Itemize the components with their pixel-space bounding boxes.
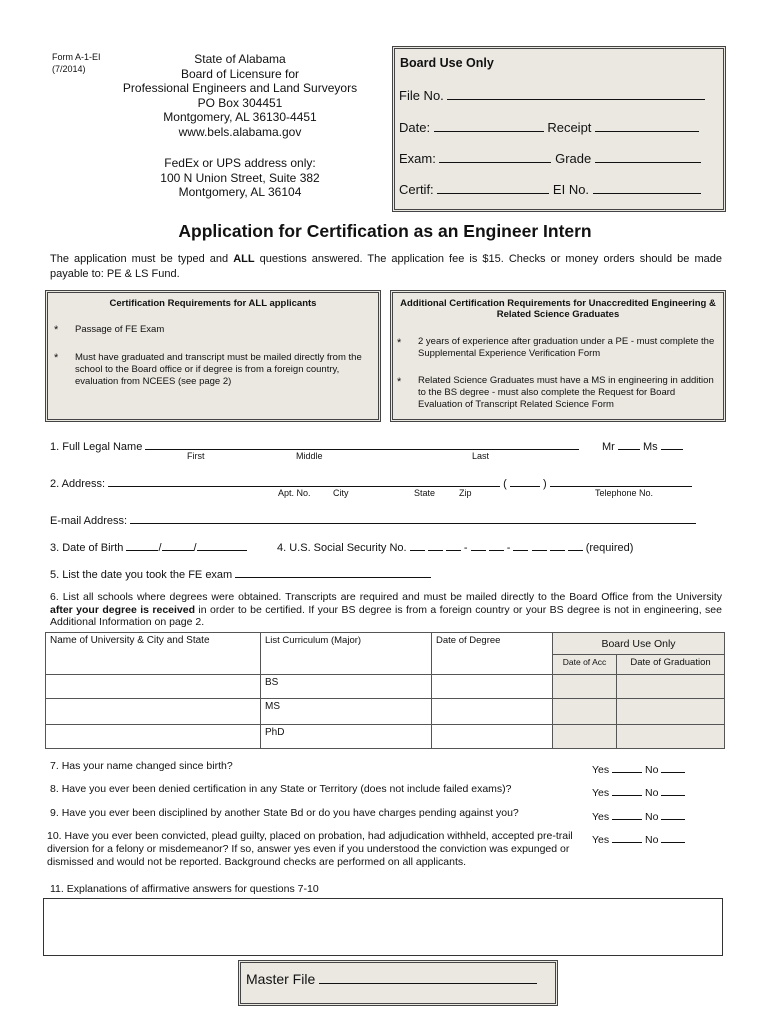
no-label: No <box>644 834 659 846</box>
ssn-required: (required) <box>585 542 634 554</box>
ms-field[interactable] <box>661 437 683 450</box>
req-all-item: Passage of FE Exam <box>75 324 165 335</box>
yes-label: Yes <box>592 811 610 823</box>
zip-label: Zip <box>459 488 472 498</box>
no-field[interactable] <box>661 760 685 773</box>
form-id: Form A-1-EI <box>52 52 101 62</box>
no-label: No <box>644 811 659 823</box>
ssn-digit-field[interactable] <box>471 538 486 551</box>
grade-label: Grade <box>555 151 592 166</box>
question-num: 9. <box>50 807 59 819</box>
address-line: Board of Licensure for <box>180 66 300 81</box>
yes-label: Yes <box>592 834 610 846</box>
yes-no-7 <box>592 760 685 777</box>
dob-slash: / <box>193 542 197 554</box>
dob-label: 3. Date of Birth <box>50 542 124 554</box>
board-use-title: Board Use Only <box>400 56 494 70</box>
req-all-box <box>45 290 381 422</box>
date-row <box>399 119 699 135</box>
ei-no-label: EI No. <box>552 182 590 197</box>
no-label: No <box>644 764 659 776</box>
master-file-field[interactable] <box>319 969 537 984</box>
telephone-field[interactable] <box>550 474 692 487</box>
question-text: Has your name changed since birth? <box>61 760 233 772</box>
ssn-digit-field[interactable] <box>489 538 504 551</box>
ssn-row <box>277 538 633 554</box>
yes-label: Yes <box>592 787 610 799</box>
name-label: 1. Full Legal Name <box>50 441 143 453</box>
address-line: PO Box 304451 <box>197 95 283 110</box>
date-acc-cell <box>553 725 617 749</box>
question-text: Have you ever been convicted, plead guilty, placed on probation, had adjudication withheld, accepted pre-trail diversion for a felony or misdemeanor? If so, answer yes even if you understood the conviction was expunged or dismissed and would not be reported. Background checks are performed on all applicants. <box>47 830 573 868</box>
col-curriculum: List Curriculum (Major) <box>261 633 432 675</box>
yes-field[interactable] <box>612 830 642 843</box>
bullet: * <box>397 376 402 388</box>
no-field[interactable] <box>661 807 685 820</box>
receipt-label: Receipt <box>547 120 592 135</box>
ssn-digit-field[interactable] <box>446 538 461 551</box>
address-label: 2. Address: <box>50 478 106 490</box>
first-label: First <box>187 451 205 461</box>
master-file-label: Master File <box>246 971 316 987</box>
ssn-digit-field[interactable] <box>428 538 443 551</box>
middle-label: Middle <box>296 451 323 461</box>
col-university: Name of University & City and State <box>46 633 261 675</box>
question-num: 8. <box>50 783 59 795</box>
question-text: Have you ever been disciplined by another State Bd or do you have charges pending against you? <box>61 807 519 819</box>
telephone-label: Telephone No. <box>595 488 654 498</box>
explanations-box[interactable] <box>43 898 723 956</box>
col-date-graduation: Date of Graduation <box>617 655 725 675</box>
req-additional-title: Additional Certification Requirements for Unaccredited Engineering & Related Science Graduates <box>400 298 716 320</box>
bullet: * <box>397 337 402 349</box>
address-line: Professional Engineers and Land Surveyors <box>122 81 358 95</box>
question-9 <box>50 807 580 820</box>
schools-table <box>45 632 725 749</box>
paren-close: ) <box>542 478 547 490</box>
ssn-digit-field[interactable] <box>410 538 425 551</box>
certif-label: Certif: <box>399 182 434 197</box>
apt-label: Apt. No. <box>278 488 311 498</box>
university-cell[interactable] <box>46 699 261 725</box>
table-row <box>46 725 725 749</box>
file-no-field[interactable] <box>447 87 705 100</box>
ei-no-field[interactable] <box>593 181 701 194</box>
dob-slash: / <box>158 542 162 554</box>
certif-field[interactable] <box>437 181 549 194</box>
board-address <box>110 52 370 139</box>
q6-part2: in order to be certified. If your BS degree is from a foreign country or your BS degree is not in engineering, see Additional Information on page 2. <box>50 603 722 628</box>
yes-no-10 <box>592 830 685 847</box>
receipt-field[interactable] <box>595 119 699 132</box>
email-field[interactable] <box>130 511 696 524</box>
mr-label: Mr <box>602 441 615 453</box>
no-field[interactable] <box>661 830 685 843</box>
area-code-field[interactable] <box>510 474 540 487</box>
question-text: Have you ever been denied certification in any State or Territory (does not include failed exams)? <box>61 783 512 795</box>
paren-open: ( <box>503 478 507 490</box>
fe-date-field[interactable] <box>235 565 431 578</box>
req-additional-item: Related Science Graduates must have a MS in engineering in addition to the BS degree - must also complete the Request for Board Evaluation of Transcript Related Science Form <box>418 375 714 410</box>
fe-row <box>50 565 431 581</box>
intro-part1: The application must be typed and <box>50 253 234 265</box>
yes-no-8 <box>592 783 685 800</box>
exam-row <box>399 150 701 166</box>
col-board-use: Board Use Only <box>553 633 725 655</box>
fedex-line: FedEx or UPS address only: <box>164 156 316 170</box>
exam-field[interactable] <box>439 150 551 163</box>
address-line: www.bels.alabama.gov <box>178 124 302 139</box>
address-line: State of Alabama <box>194 52 286 66</box>
yes-no-9 <box>592 807 685 824</box>
date-degree-cell[interactable] <box>432 699 553 725</box>
ssn-digit-field[interactable] <box>550 538 565 551</box>
email-label: E-mail Address: <box>50 515 128 527</box>
yes-label: Yes <box>592 764 610 776</box>
degree-cell[interactable]: PhD <box>261 725 432 749</box>
bullet: * <box>54 352 59 364</box>
date-graduation-cell <box>617 725 725 749</box>
exam-label: Exam: <box>399 151 436 166</box>
fedex-address <box>110 156 370 200</box>
date-acc-cell <box>553 675 617 699</box>
date-graduation-cell <box>617 675 725 699</box>
bullet: * <box>54 324 59 336</box>
name-field[interactable] <box>145 437 579 450</box>
req-additional-item: 2 years of experience after graduation under a PE - must complete the Supplemental Experience Verification Form <box>418 336 715 359</box>
question-10 <box>47 830 587 869</box>
date-graduation-cell <box>617 699 725 725</box>
fedex-line: 100 N Union Street, Suite 382 <box>160 170 320 185</box>
university-cell[interactable] <box>46 675 261 699</box>
state-label: State <box>414 488 436 498</box>
degree-cell[interactable]: MS <box>261 699 432 725</box>
date-degree-cell[interactable] <box>432 725 553 749</box>
yes-field[interactable] <box>612 783 642 796</box>
university-cell[interactable] <box>46 725 261 749</box>
yes-field[interactable] <box>612 760 642 773</box>
date-field[interactable] <box>434 119 544 132</box>
q6-text <box>50 591 722 629</box>
question-num: 10. <box>47 830 62 842</box>
dob-month-field[interactable] <box>126 538 158 551</box>
req-all-item: Must have graduated and transcript must be mailed directly from the school to the Board office or if degree is from a foreign country, evaluation from NCEES (see page 2) <box>75 352 362 387</box>
ssn-label: 4. U.S. Social Security No. <box>277 542 407 554</box>
date-acc-cell <box>553 699 617 725</box>
question-7 <box>50 760 570 773</box>
q6-part1: 6. List all schools where degrees were obtained. Transcripts are required and must be mailed directly to the Board Office from the University <box>50 591 722 603</box>
master-file-box <box>238 960 558 1006</box>
fedex-line: Montgomery, AL 36104 <box>178 185 302 199</box>
city-label: City <box>333 488 349 498</box>
master-file-row <box>246 969 537 987</box>
board-use-box <box>392 46 726 212</box>
req-additional-box <box>390 290 726 422</box>
ssn-dash: - <box>463 542 468 554</box>
table-row <box>46 675 725 699</box>
form-date: (7/2014) <box>52 64 86 74</box>
ssn-digit-field[interactable] <box>532 538 547 551</box>
dob-year-field[interactable] <box>197 538 247 551</box>
no-label: No <box>644 787 659 799</box>
file-no-row <box>399 87 705 103</box>
intro-text <box>50 252 722 282</box>
degree-cell[interactable]: BS <box>261 675 432 699</box>
q6-bold: after your degree is received <box>50 603 196 616</box>
page-title: Application for Certification as an Engineer Intern <box>178 221 592 241</box>
question-8 <box>50 783 580 796</box>
date-degree-cell[interactable] <box>432 675 553 699</box>
table-row <box>46 699 725 725</box>
dob-day-field[interactable] <box>162 538 194 551</box>
fe-label: 5. List the date you took the FE exam <box>50 569 233 581</box>
intro-part2: questions answered. The application fee is $15. Checks or money orders should be made payable to: PE & LS Fund. <box>50 253 722 280</box>
last-label: Last <box>472 451 490 461</box>
ssn-digit-field[interactable] <box>513 538 528 551</box>
certif-row <box>399 181 701 197</box>
ms-label: Ms <box>642 441 658 453</box>
address-field[interactable] <box>108 474 500 487</box>
req-all-title: Certification Requirements for ALL applicants <box>109 298 317 309</box>
ssn-dash: - <box>506 542 511 554</box>
file-no-label: File No. <box>399 88 444 103</box>
explanations-label: 11. Explanations of affirmative answers for questions 7-10 <box>50 883 319 895</box>
email-row <box>50 511 696 527</box>
col-date-acc: Date of Acc <box>553 655 617 675</box>
no-field[interactable] <box>661 783 685 796</box>
yes-field[interactable] <box>612 807 642 820</box>
mr-field[interactable] <box>618 437 640 450</box>
grade-field[interactable] <box>595 150 701 163</box>
date-label: Date: <box>399 120 431 135</box>
address-line: Montgomery, AL 36130-4451 <box>163 110 317 124</box>
dob-row <box>50 538 247 554</box>
col-date-degree: Date of Degree <box>432 633 553 675</box>
title-row <box>602 437 683 453</box>
intro-bold: ALL <box>233 253 255 265</box>
question-num: 7. <box>50 760 59 772</box>
ssn-digit-field[interactable] <box>568 538 583 551</box>
